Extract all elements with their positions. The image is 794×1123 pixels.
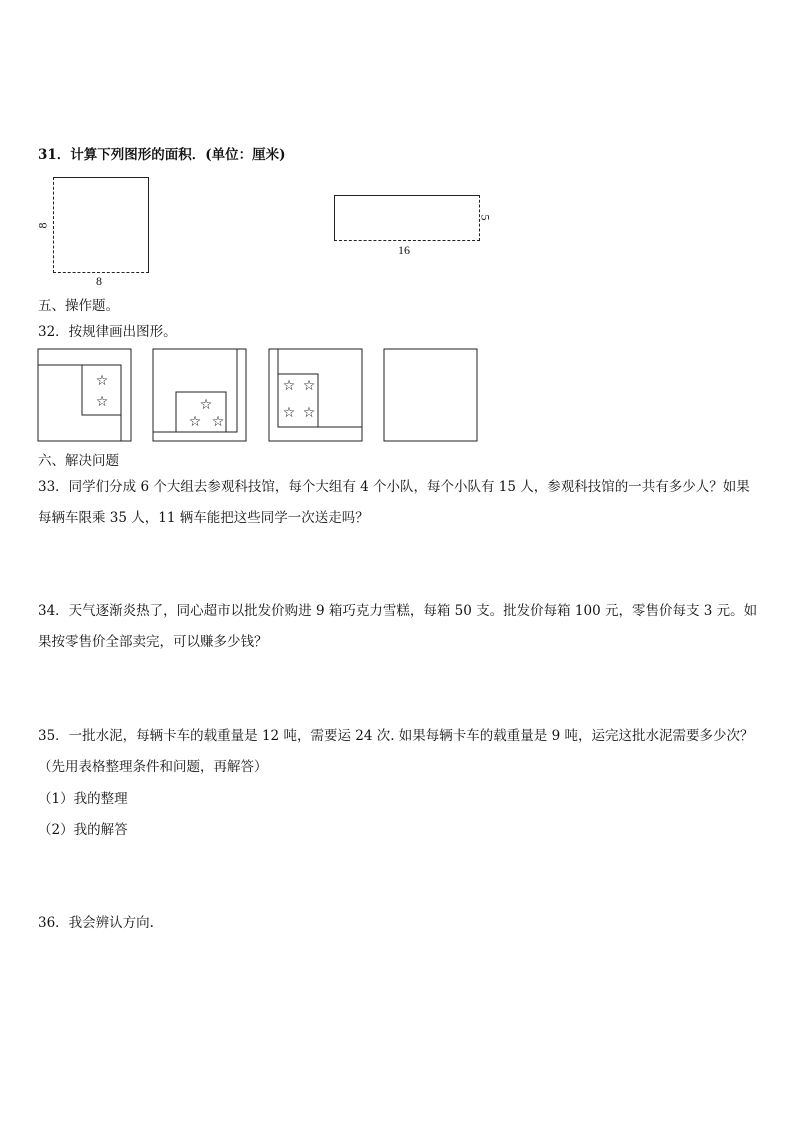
rectangle-height-label: 5 bbox=[478, 214, 493, 221]
star-icon: ☆ bbox=[199, 397, 213, 413]
star-icon: ☆ bbox=[188, 414, 202, 430]
rectangle-width-label: 16 bbox=[398, 243, 410, 257]
star-icon: ☆ bbox=[302, 405, 316, 421]
rectangle-figure bbox=[334, 195, 480, 241]
question-33-line-2: 每辆车限乘 35 人，11 辆车能把这些同学一次送走吗？ bbox=[38, 510, 369, 526]
question-34-line-1: 34．天气逐渐炎热了，同心超市以批发价购进 9 箱巧克力雪糕，每箱 50 支。批发价每箱 100 元，零售价每支 3 元。如 bbox=[38, 603, 758, 619]
star-icon: ☆ bbox=[282, 378, 296, 394]
section-5-title: 五、操作题。 bbox=[38, 298, 119, 314]
pattern-box-2 bbox=[153, 349, 246, 441]
pattern-box-1 bbox=[38, 349, 131, 441]
question-32-text: 32．按规律画出图形。 bbox=[38, 324, 177, 340]
question-34-line-2: 果按零售价全部卖完，可以赚多少钱？ bbox=[38, 634, 268, 650]
question-33-line-1: 33．同学们分成 6 个大组去参观科技馆，每个大组有 4 个小队，每个小队有 15 人，参观科技馆的一共有多少人？如果 bbox=[38, 479, 750, 495]
pattern-figures bbox=[37, 348, 479, 444]
square-bottom-label: 8 bbox=[96, 274, 102, 288]
question-35-part-1: （1）我的整理 bbox=[38, 791, 128, 807]
question-35-line-1: 35．一批水泥，每辆卡车的载重量是 12 吨，需要运 24 次. 如果每辆卡车的载重量是 9 吨，运完这批水泥需要多少次？ bbox=[38, 728, 754, 744]
section-6-title: 六、解决问题 bbox=[38, 453, 119, 469]
star-icon: ☆ bbox=[95, 394, 109, 410]
star-icon: ☆ bbox=[95, 373, 109, 389]
square-figure bbox=[53, 177, 149, 273]
question-35-part-2: （2）我的解答 bbox=[38, 822, 128, 838]
square-side-label: 8 bbox=[35, 222, 50, 229]
question-31-text: 31．计算下列图形的面积．(单位：厘米) bbox=[38, 147, 286, 163]
star-icon: ☆ bbox=[302, 378, 316, 394]
question-35-line-2: （先用表格整理条件和问题，再解答） bbox=[38, 759, 268, 775]
question-36-text: 36．我会辨认方向. bbox=[38, 915, 154, 931]
pattern-box-4-blank[interactable] bbox=[384, 349, 477, 441]
star-icon: ☆ bbox=[211, 414, 225, 430]
star-icon: ☆ bbox=[282, 405, 296, 421]
pattern-box-3 bbox=[269, 349, 362, 441]
